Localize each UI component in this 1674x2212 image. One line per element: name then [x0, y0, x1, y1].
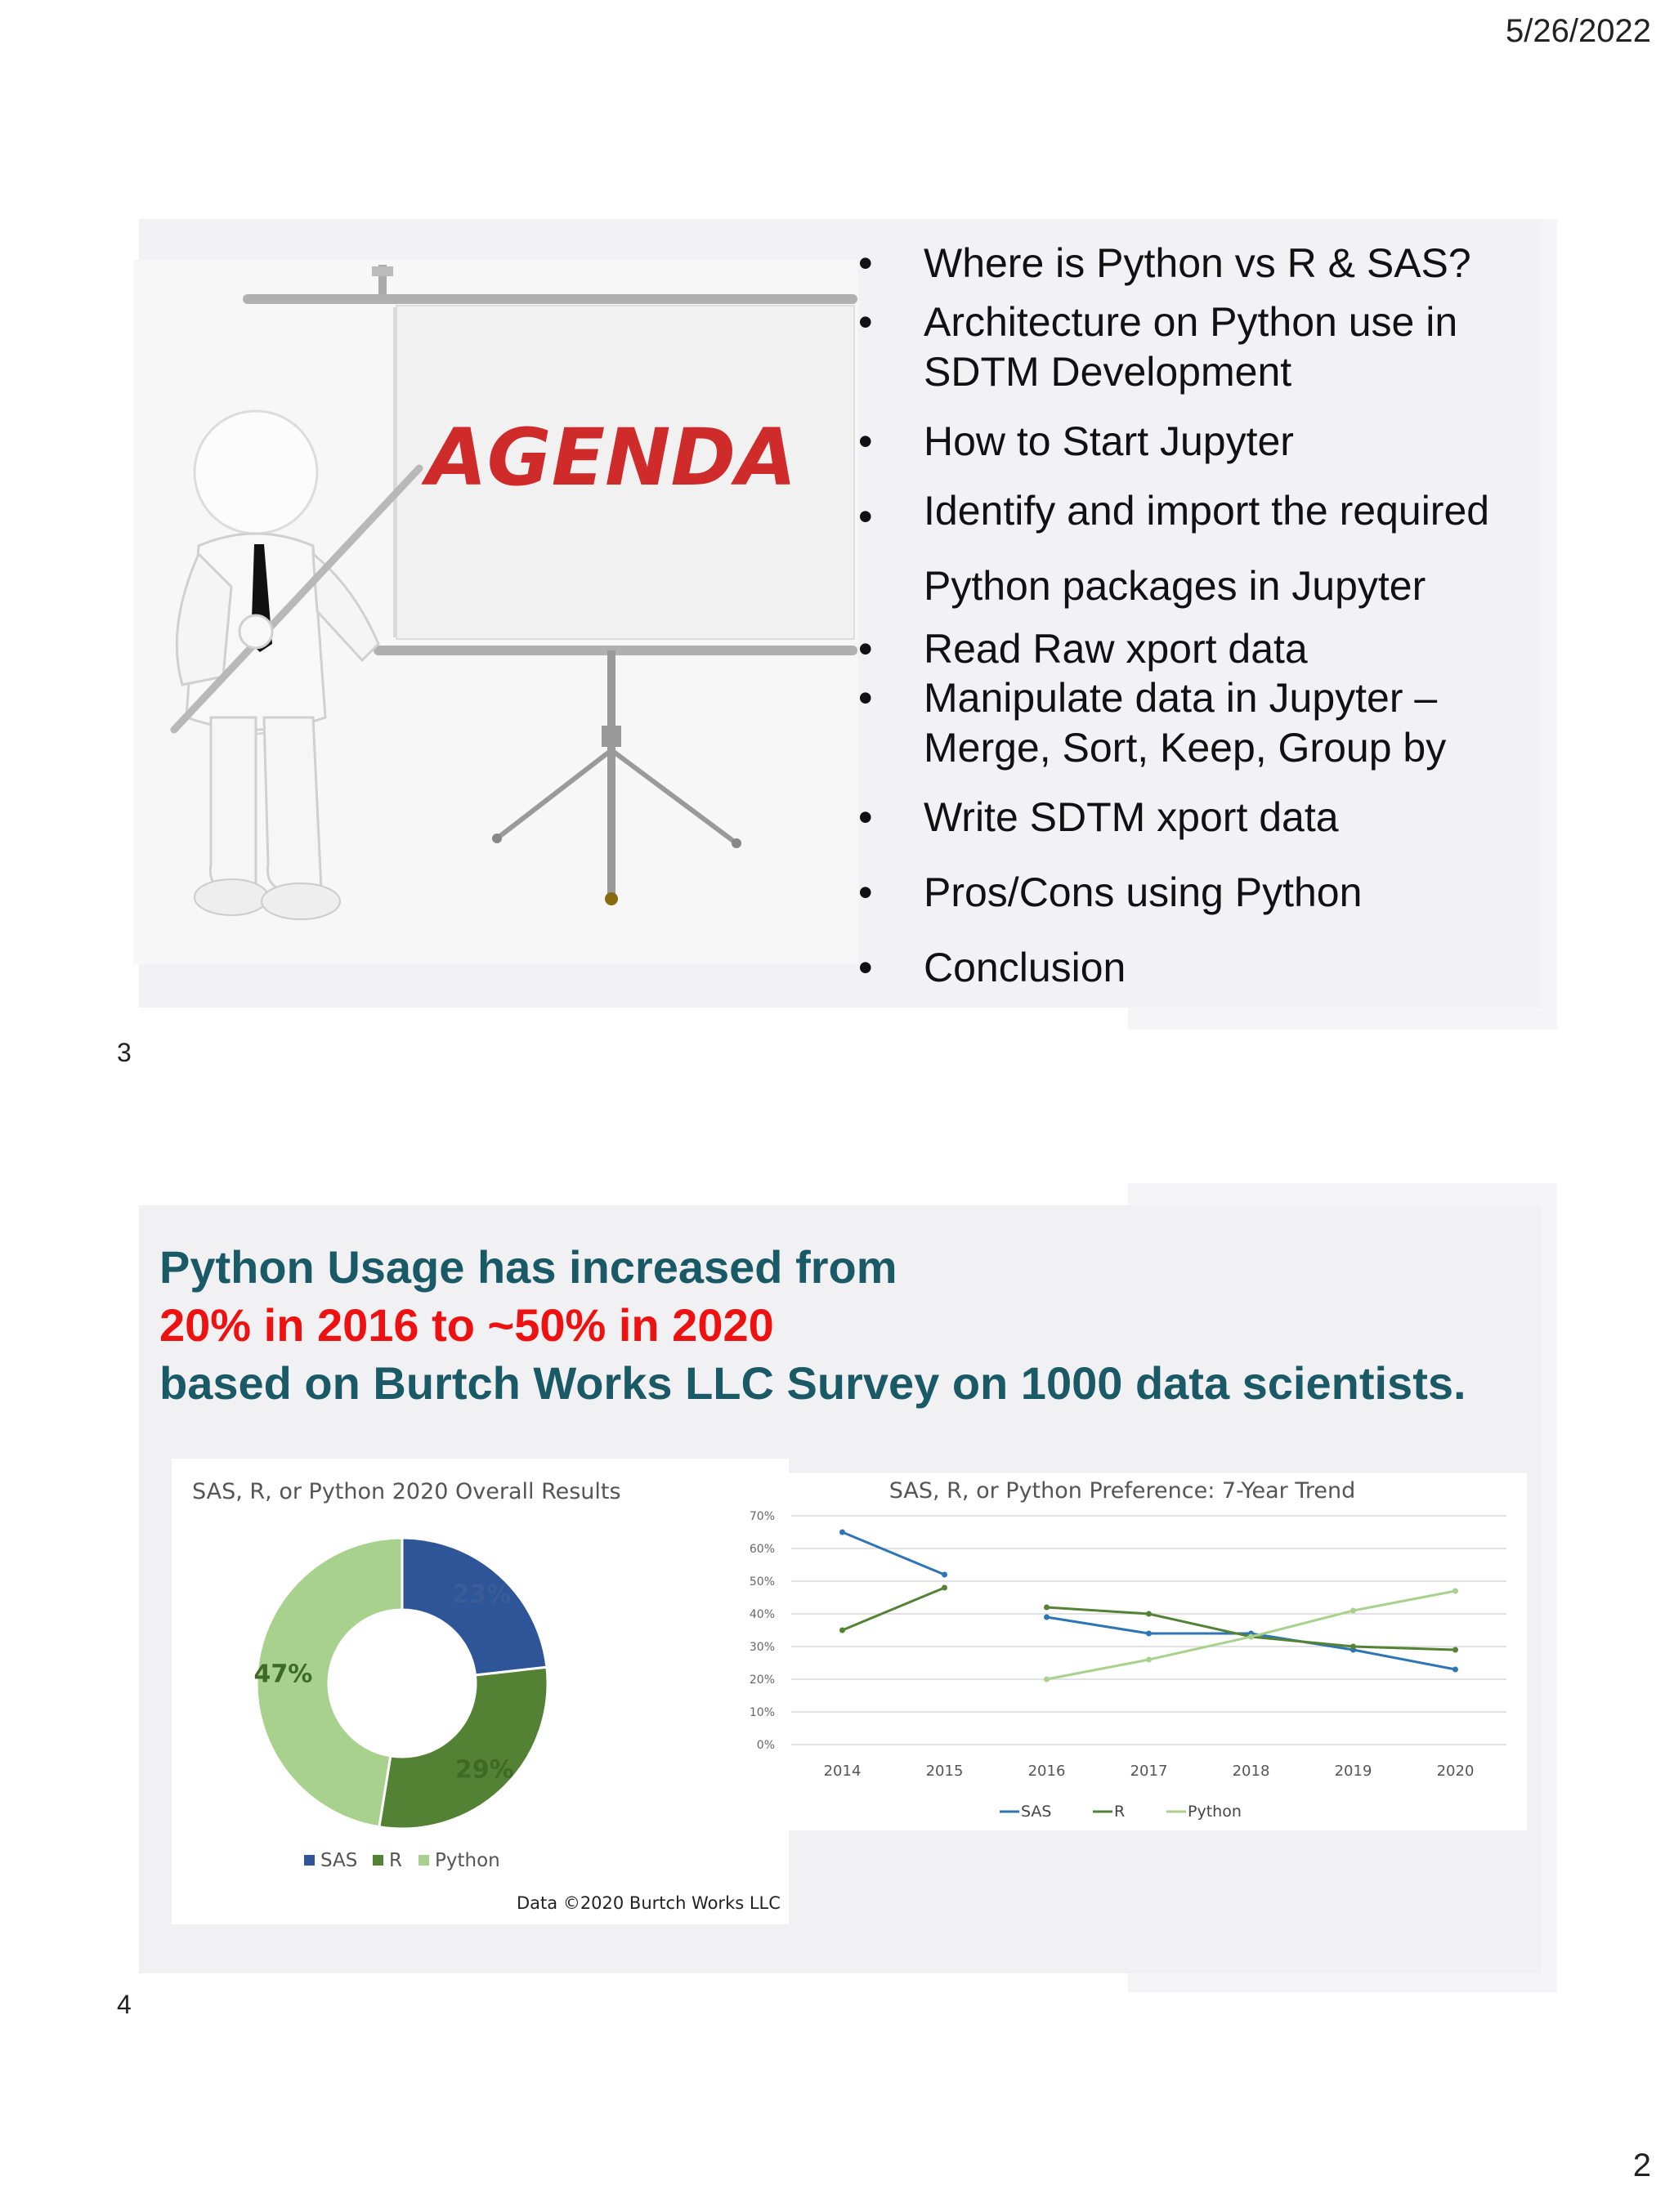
- legend-label: Python: [1188, 1803, 1242, 1821]
- legend-swatch: [418, 1855, 429, 1866]
- data-point-sas: [1146, 1631, 1152, 1637]
- bullet-marker: •: [858, 240, 873, 286]
- x-tick-label: 2017: [1130, 1763, 1168, 1780]
- data-point-sas: [839, 1530, 845, 1535]
- page-number: 2: [1632, 2147, 1651, 2183]
- donut-chart-panel: [172, 1459, 789, 1924]
- series-line-sas: [843, 1532, 945, 1575]
- data-point-python: [1350, 1608, 1356, 1614]
- data-point-r: [942, 1585, 947, 1591]
- donut-slice-r: [379, 1667, 548, 1829]
- agenda-item-text: Conclusion: [924, 945, 1126, 990]
- bullet-marker: •: [858, 494, 873, 539]
- bullet-marker: •: [858, 675, 873, 721]
- data-point-sas: [1044, 1615, 1050, 1620]
- donut-chart: [172, 1459, 789, 1924]
- agenda-screen-label: AGENDA: [426, 412, 797, 503]
- legend-label: R: [1114, 1803, 1126, 1821]
- x-tick-label: 2015: [925, 1763, 964, 1780]
- agenda-illustration: [133, 260, 862, 964]
- data-point-r: [1452, 1647, 1458, 1653]
- x-tick-label: 2014: [823, 1763, 862, 1780]
- presenter-figure-illustration: [133, 260, 862, 964]
- agenda-item-text: Pros/Cons using Python: [924, 869, 1363, 915]
- x-tick-label: 2019: [1334, 1763, 1372, 1780]
- agenda-item-text: Manipulate data in Jupyter – Merge, Sort, Keep, Group by: [924, 675, 1447, 771]
- chart-credit: Data ©2020 Burtch Works LLC: [517, 1893, 781, 1913]
- data-point-python: [1452, 1589, 1458, 1594]
- bullet-marker: •: [858, 418, 873, 464]
- title-line-1: Python Usage has increased from: [159, 1241, 897, 1293]
- line-chart: [718, 1473, 1527, 1830]
- y-tick-label: 40%: [749, 1608, 775, 1621]
- data-point-sas: [942, 1572, 947, 1578]
- data-point-python: [1044, 1677, 1050, 1682]
- data-point-r: [1044, 1605, 1050, 1611]
- donut-data-label: 47%: [253, 1660, 313, 1689]
- y-tick-label: 50%: [749, 1575, 775, 1589]
- legend-label: Python: [435, 1850, 500, 1871]
- agenda-list-panel: [858, 239, 1529, 1003]
- legend-label: SAS: [320, 1850, 358, 1871]
- data-point-r: [1146, 1611, 1152, 1617]
- bullet-marker: •: [858, 869, 873, 915]
- series-line-sas: [1047, 1617, 1456, 1669]
- bullet-marker: •: [858, 794, 873, 840]
- bullet-marker: •: [858, 945, 873, 990]
- data-point-r: [1350, 1644, 1356, 1650]
- y-tick-label: 30%: [749, 1641, 775, 1654]
- agenda-item-text: Identify and import the required Python packages in Jupyter: [924, 488, 1490, 609]
- slide-number: 4: [117, 1990, 132, 2019]
- data-point-python: [1248, 1634, 1254, 1640]
- agenda-item-text: Read Raw xport data: [924, 626, 1308, 672]
- line-chart-panel: [718, 1473, 1527, 1830]
- donut-chart-title: SAS, R, or Python 2020 Overall Results: [192, 1479, 621, 1504]
- agenda-item-text: How to Start Jupyter: [924, 418, 1294, 464]
- x-tick-label: 2016: [1027, 1763, 1066, 1780]
- bullet-marker: •: [858, 299, 873, 345]
- y-tick-label: 70%: [749, 1510, 775, 1523]
- legend-swatch: [373, 1855, 383, 1866]
- title-line-2: 20% in 2016 to ~50% in 2020: [159, 1299, 774, 1351]
- line-chart-title: SAS, R, or Python Preference: 7-Year Trend: [888, 1478, 1356, 1504]
- x-tick-label: 2020: [1436, 1763, 1475, 1780]
- data-point-r: [839, 1628, 845, 1633]
- donut-data-label: 29%: [454, 1755, 514, 1785]
- legend-label: SAS: [1021, 1803, 1052, 1821]
- slide-number: 3: [117, 1038, 132, 1067]
- series-line-r: [843, 1588, 945, 1630]
- y-tick-label: 0%: [756, 1739, 775, 1752]
- bullet-marker: •: [858, 626, 873, 672]
- agenda-item-text: Write SDTM xport data: [924, 794, 1339, 840]
- legend-label: R: [389, 1850, 402, 1871]
- header-date: 5/26/2022: [1506, 13, 1651, 49]
- y-tick-label: 20%: [749, 1674, 775, 1687]
- agenda-item-text: Architecture on Python use in SDTM Development: [924, 299, 1458, 395]
- slide4-title: [159, 1238, 1533, 1412]
- agenda-item-text: Where is Python vs R & SAS?: [924, 240, 1471, 286]
- y-tick-label: 10%: [749, 1706, 775, 1719]
- x-tick-label: 2018: [1232, 1763, 1270, 1780]
- y-tick-label: 60%: [749, 1543, 775, 1556]
- title-line-3: based on Burtch Works LLC Survey on 1000 data scientists.: [159, 1357, 1466, 1409]
- donut-data-label: 23%: [452, 1580, 512, 1610]
- legend-swatch: [304, 1855, 315, 1866]
- data-point-sas: [1452, 1667, 1458, 1673]
- data-point-python: [1146, 1657, 1152, 1663]
